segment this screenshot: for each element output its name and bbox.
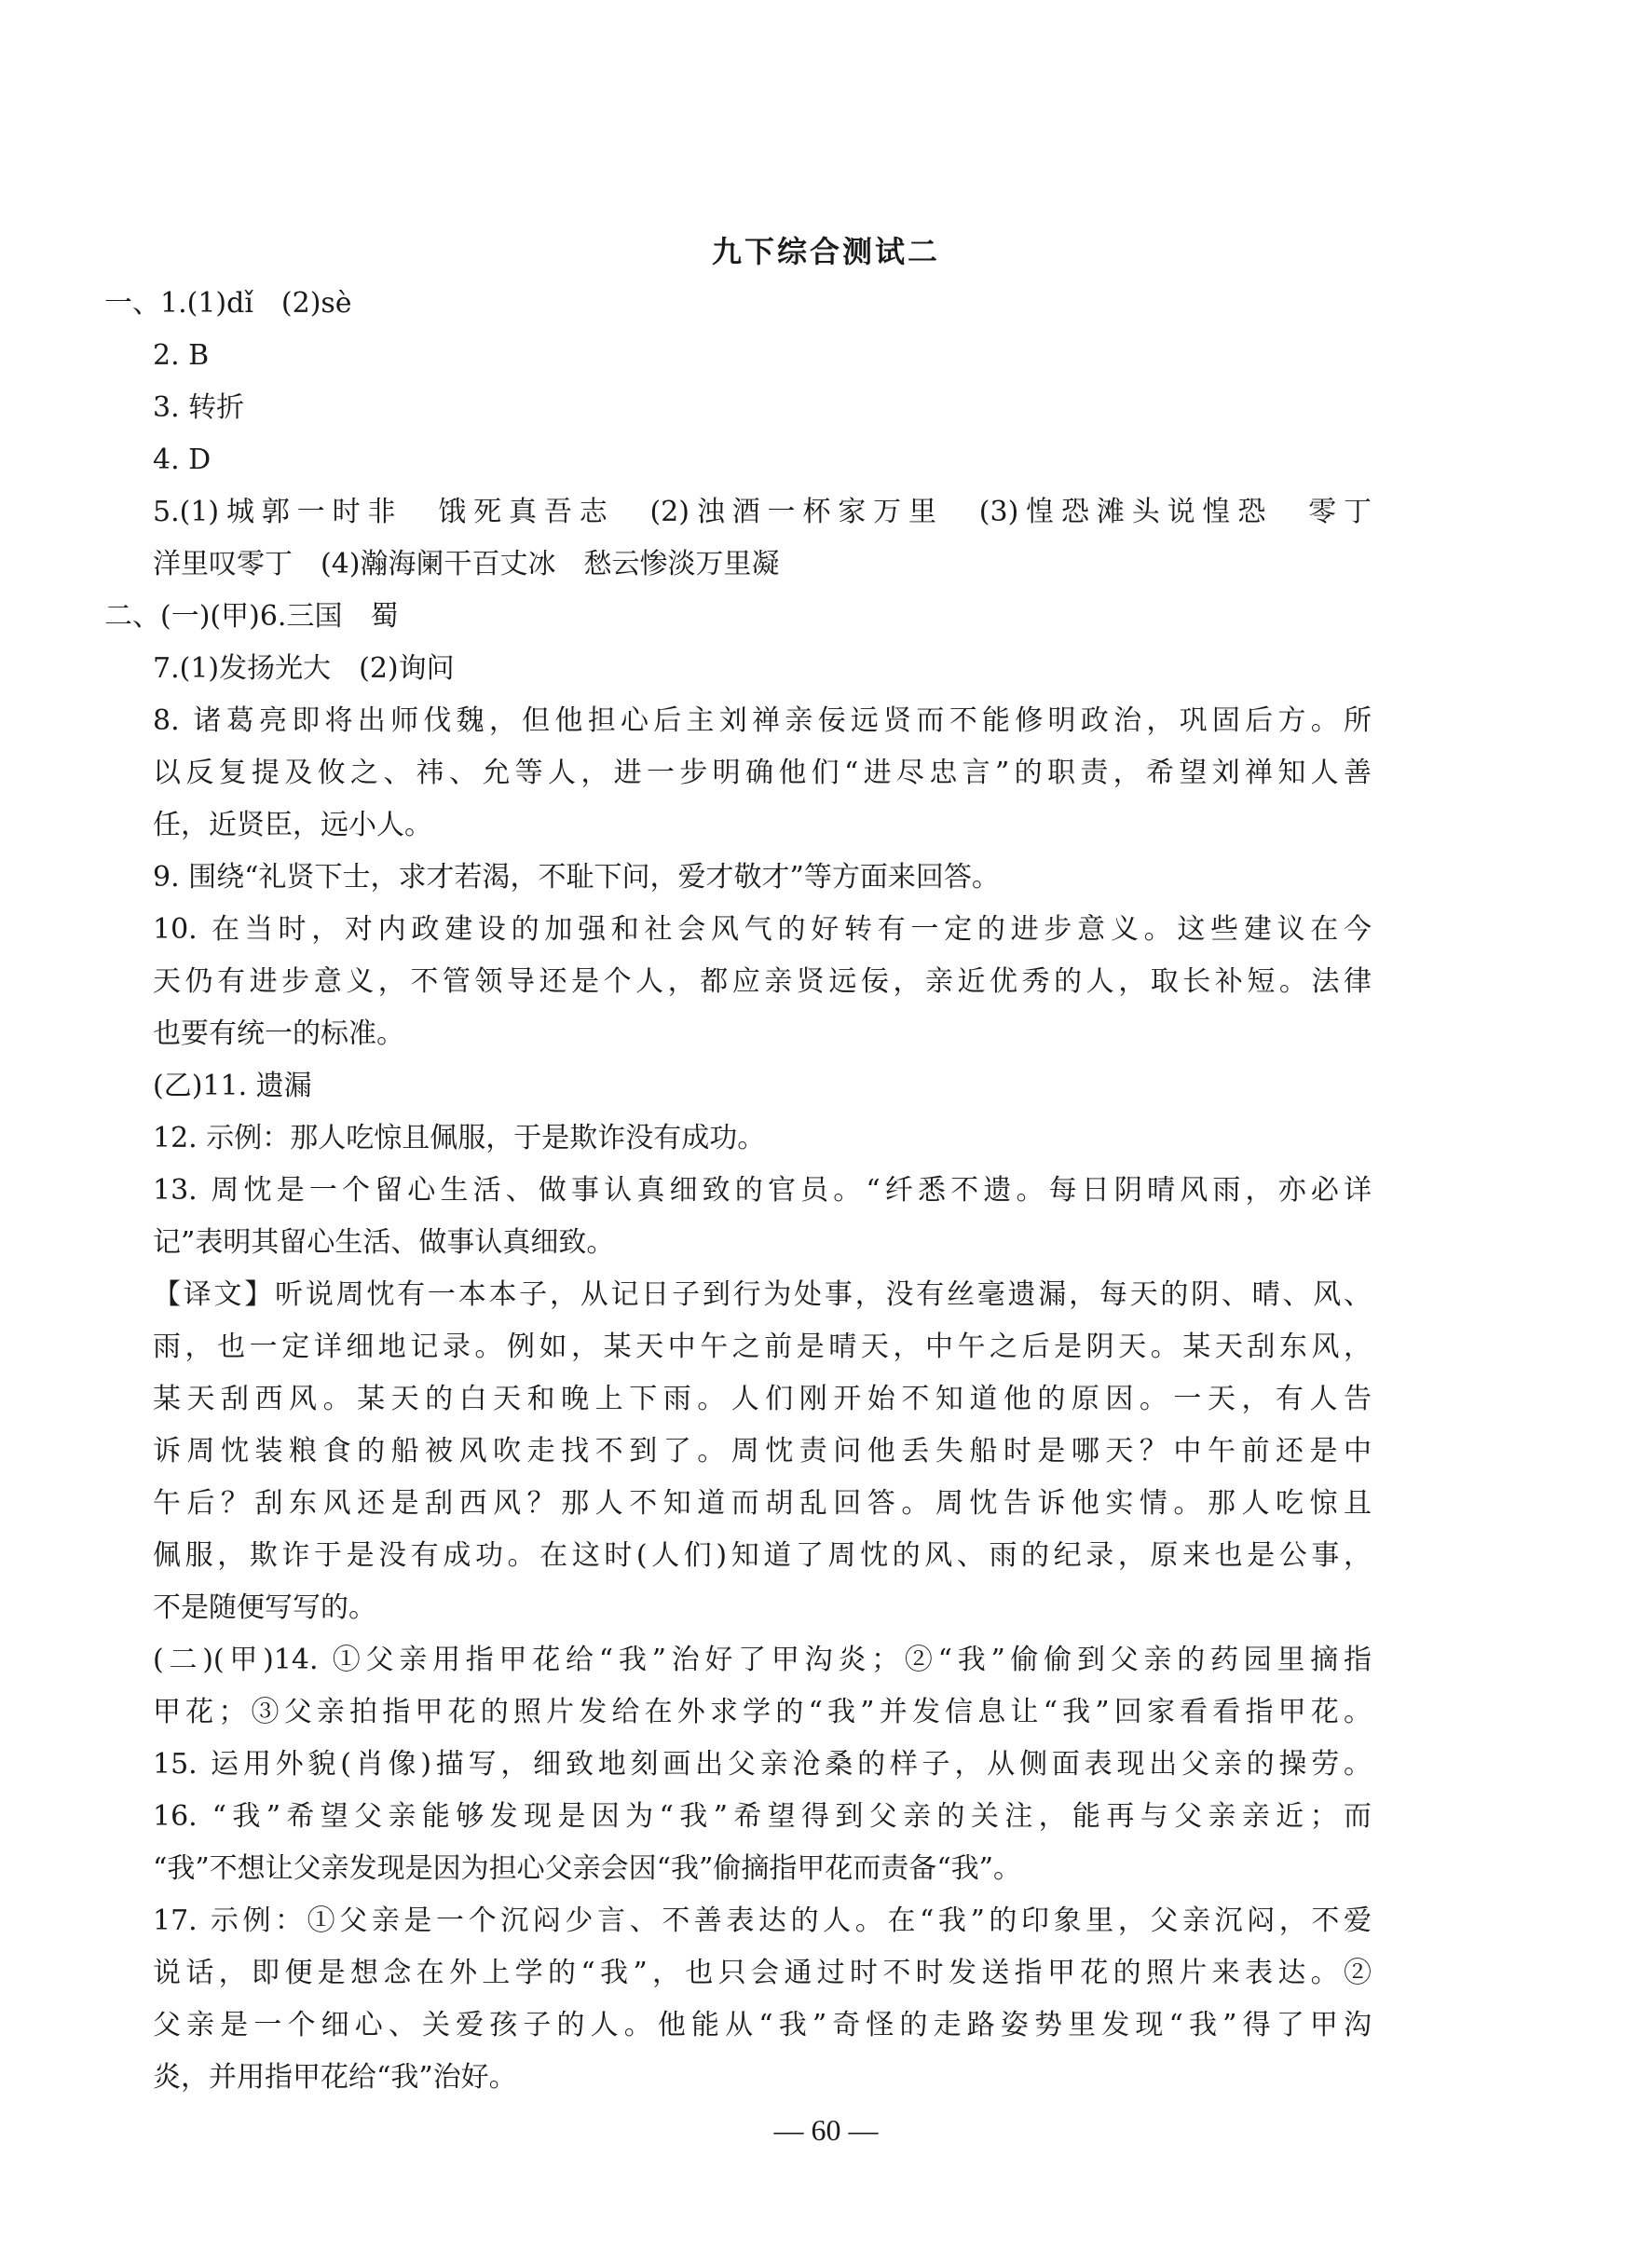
text-line: 佩服，欺诈于是没有成功。在这时(人们)知道了周忱的风、雨的纪录，原来也是公事， — [153, 1539, 1372, 1572]
text-line: (二)(甲)14. ①父亲用指甲花给“我”治好了甲沟炎；②“我”偷偷到父亲的药园里摘指 — [153, 1644, 1372, 1676]
text-line: 甲花；③父亲拍指甲花的照片发给在外求学的“我”并发信息让“我”回家看看指甲花。 — [153, 1696, 1372, 1728]
text-line: 午后？刮东风还是刮西风？那人不知道而胡乱回答。周忱告诉他实情。那人吃惊且 — [153, 1487, 1372, 1520]
text-line: 【译文】听说周忱有一本本子，从记日子到行为处事，没有丝毫遗漏，每天的阴、晴、风、 — [153, 1278, 1372, 1311]
text-line: 记”表明其留心生活、做事认真细致。 — [153, 1226, 615, 1259]
text-line: 2. B — [153, 339, 210, 372]
text-line: 4. D — [153, 444, 212, 476]
page-title: 九下综合测试二 — [711, 234, 940, 269]
text-line: 15. 运用外貌(肖像)描写，细致地刻画出父亲沧桑的样子，从侧面表现出父亲的操劳。 — [153, 1748, 1372, 1781]
text-line: 二、(一)(甲)6.三国 蜀 — [104, 600, 399, 633]
text-line: 9. 围绕“礼贤下士，求才若渴，不耻下问，爱才敬才”等方面来回答。 — [153, 861, 1000, 894]
text-line: 洋里叹零丁 (4)瀚海阑干百丈冰 愁云惨淡万里凝 — [153, 548, 780, 580]
text-line: 5.(1)城郭一时非 饿死真吾志 (2)浊酒一杯家万里 (3)惶恐滩头说惶恐 零丁 — [153, 496, 1372, 528]
text-line: 3. 转折 — [153, 391, 245, 424]
text-line: 天仍有进步意义，不管领导还是个人，都应亲贤远佞，亲近优秀的人，取长补短。法律 — [153, 965, 1372, 998]
text-line: 10. 在当时，对内政建设的加强和社会风气的好转有一定的进步意义。这些建议在今 — [153, 913, 1372, 946]
answer-content — [104, 278, 1372, 2104]
text-line: 诉周忱装粮食的船被风吹走找不到了。周忱责问他丢失船时是哪天？中午前还是中 — [153, 1435, 1372, 1467]
text-line: 12. 示例：那人吃惊且佩服，于是欺诈没有成功。 — [153, 1122, 766, 1154]
text-line: (乙)11. 遗漏 — [153, 1070, 312, 1102]
text-line: 以反复提及攸之、祎、允等人，进一步明确他们“进尽忠言”的职责，希望刘禅知人善 — [153, 757, 1372, 789]
text-line: 炎，并用指甲花给“我”治好。 — [153, 2061, 517, 2094]
text-line: 雨，也一定详细地记录。例如，某天中午之前是晴天，中午之后是阴天。某天刮东风， — [153, 1331, 1372, 1363]
text-line: 一、1.(1)dǐ (2)sè — [104, 287, 352, 320]
text-line: “我”不想让父亲发现是因为担心父亲会因“我”偷摘指甲花而责备“我”。 — [153, 1852, 1022, 1885]
text-line: 任，近贤臣，远小人。 — [153, 809, 432, 841]
text-line: 17. 示例：①父亲是一个沉闷少言、不善表达的人。在“我”的印象里，父亲沉闷，不爱 — [153, 1904, 1372, 1937]
text-line: 7.(1)发扬光大 (2)询问 — [153, 652, 455, 685]
text-line: 父亲是一个细心、关爱孩子的人。他能从“我”奇怪的走路姿势里发现“我”得了甲沟 — [153, 2009, 1372, 2041]
text-line: 也要有统一的标准。 — [153, 1017, 404, 1050]
text-line: 8. 诸葛亮即将出师伐魏，但他担心后主刘禅亲佞远贤而不能修明政治，巩固后方。所 — [153, 704, 1372, 737]
text-line: 说话，即便是想念在外上学的“我”，也只会通过时不时发送指甲花的照片来表达。② — [153, 1957, 1372, 1989]
text-line: 不是随便写写的。 — [153, 1591, 376, 1624]
text-line: 16. “我”希望父亲能够发现是因为“我”希望得到父亲的关注，能再与父亲亲近；而 — [153, 1800, 1372, 1833]
text-line: 13. 周忱是一个留心生活、做事认真细致的官员。“纤悉不遗。每日阴晴风雨，亦必详 — [153, 1174, 1372, 1207]
page-number: — 60 — — [773, 2113, 879, 2147]
text-line: 某天刮西风。某天的白天和晚上下雨。人们刚开始不知道他的原因。一天，有人告 — [153, 1383, 1372, 1415]
